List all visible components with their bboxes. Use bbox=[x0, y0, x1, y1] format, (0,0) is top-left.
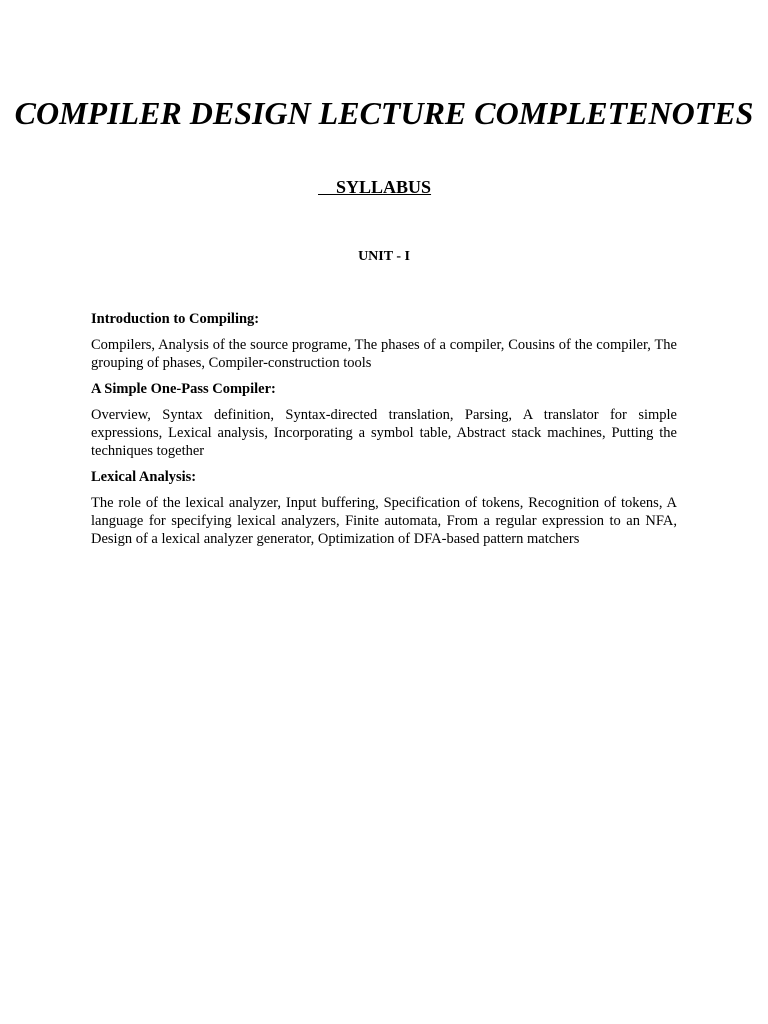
syllabus-heading bbox=[318, 176, 431, 198]
section-introduction-to-compiling bbox=[91, 310, 677, 372]
section-body: Overview, Syntax definition, Syntax-directed translation, Parsing, A translator for simple expressions, Lexical analysis, Incorporating a symbol table, Abstract stack machines, Putting the techniques together bbox=[91, 407, 677, 459]
section-simple-one-pass-compiler bbox=[91, 380, 677, 460]
syllabus-content bbox=[91, 310, 677, 556]
section-heading: Introduction to Compiling: bbox=[91, 311, 260, 327]
section-heading: Lexical Analysis: bbox=[91, 469, 197, 485]
section-body: Compilers, Analysis of the source programe, The phases of a compiler, Cousins of the compiler, The grouping of phases, Compiler-construction tools bbox=[91, 337, 677, 371]
syllabus-heading-text: SYLLABUS bbox=[336, 177, 432, 197]
unit-heading: UNIT - I bbox=[358, 249, 410, 264]
section-heading: A Simple One-Pass Compiler: bbox=[91, 381, 276, 397]
section-lexical-analysis bbox=[91, 468, 677, 548]
section-body: The role of the lexical analyzer, Input buffering, Specification of tokens, Recognition of tokens, A language for specifying lexical analyzers, Finite automata, From a regular expression to an NFA, Design of a lexical analyzer generator, Optimization of DFA-based pattern matchers bbox=[91, 495, 677, 547]
document-title: COMPILER DESIGN LECTURE COMPLETENOTES bbox=[14, 95, 754, 131]
